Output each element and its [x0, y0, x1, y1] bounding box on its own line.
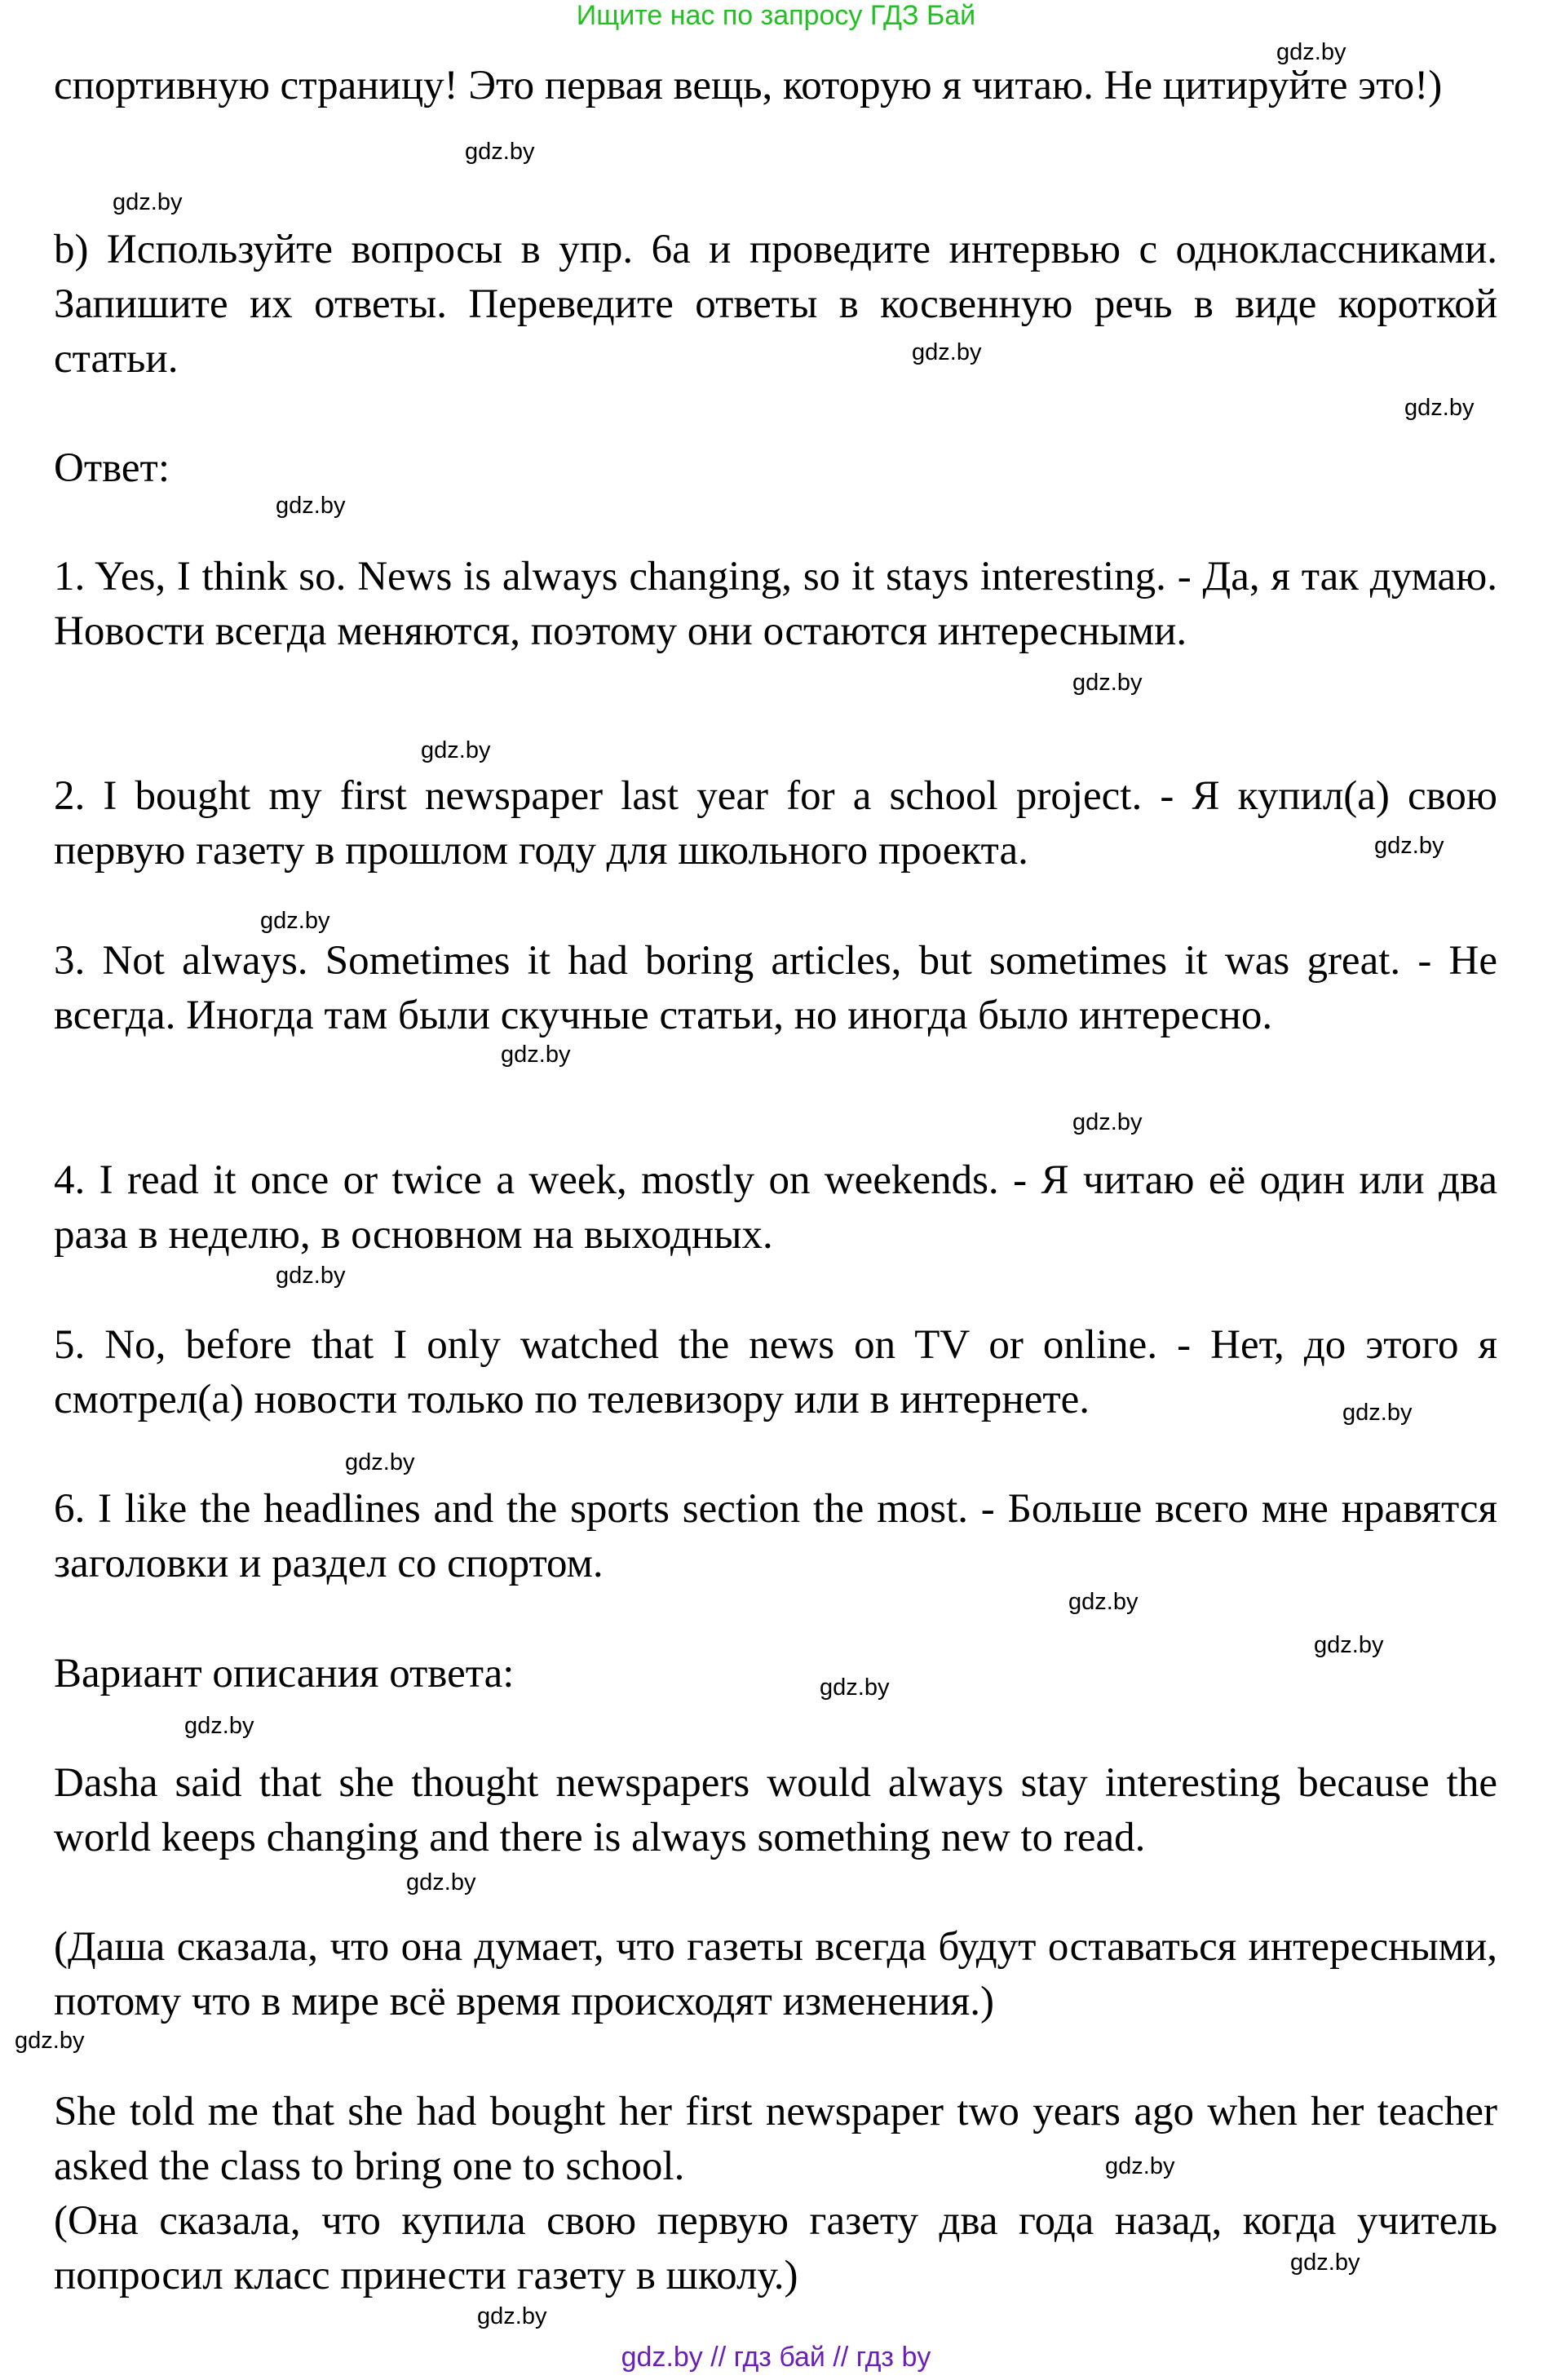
- watermark: gdz.by: [1290, 2249, 1360, 2276]
- paragraph-task-b: b) Используйте вопросы в упр. 6а и проведите интервью с одноклассниками. Запишите их ответы. Переведите ответы в косвенную речь в виде короткой статьи.: [54, 227, 1497, 382]
- watermark: gdz.by: [184, 1713, 254, 1739]
- watermark: gdz.by: [276, 493, 346, 519]
- watermark: gdz.by: [1072, 1109, 1143, 1135]
- watermark: gdz.by: [406, 1869, 476, 1896]
- answer-item-4: 4. I read it once or twice a week, mostly on weekends. - Я читаю её один или два раза в неделю, в основном на выходных.: [54, 1157, 1497, 1258]
- description-heading: Вариант описания ответа:: [54, 1651, 515, 1697]
- bottom-banner-link[interactable]: gdz.by // гдз бай // гдз by: [621, 2342, 931, 2373]
- watermark: gdz.by: [1374, 833, 1444, 859]
- watermark: gdz.by: [1072, 670, 1143, 696]
- answer-item-1: 1. Yes, I think so. News is always changing, so it stays interesting. - Да, я так думаю. Новости всегда меняются, поэтому они остаются интересными.: [54, 554, 1497, 654]
- watermark: gdz.by: [421, 737, 491, 763]
- paragraph-intro-tail: спортивную страницу! Это первая вещь, которую я читаю. Не цитируйте это!): [54, 63, 1443, 108]
- description-paragraph-1-ru: (Даша сказала, что она думает, что газеты всегда будут оставаться интересными, потому что в мире всё время происходят изменения.): [54, 1924, 1497, 2024]
- top-banner-link[interactable]: Ищите нас по запросу ГДЗ Бай: [576, 0, 976, 31]
- watermark: gdz.by: [1105, 2153, 1175, 2179]
- watermark: gdz.by: [465, 139, 535, 165]
- watermark: gdz.by: [1342, 1400, 1413, 1426]
- watermark: gdz.by: [15, 2028, 85, 2054]
- answer-item-6: 6. I like the headlines and the sports section the most. - Больше всего мне нравятся заголовки и раздел со спортом.: [54, 1486, 1497, 1586]
- watermark: gdz.by: [260, 908, 330, 934]
- answer-item-3: 3. Not always. Sometimes it had boring articles, but sometimes it was great. - Не всегда. Иногда там были скучные статьи, но иногда было интересно.: [54, 938, 1497, 1038]
- watermark: gdz.by: [1276, 39, 1346, 65]
- answer-item-5: 5. No, before that I only watched the news on TV or online. - Нет, до этого я смотрел(а) новости только по телевизору или в интернете.: [54, 1322, 1497, 1422]
- description-paragraph-2-en: She told me that she had bought her first newspaper two years ago when her teacher asked the class to bring one to school.: [54, 2089, 1497, 2189]
- watermark: gdz.by: [113, 189, 183, 215]
- watermark: gdz.by: [1314, 1632, 1384, 1658]
- watermark: gdz.by: [912, 339, 982, 365]
- answer-heading: Ответ:: [54, 445, 170, 491]
- description-paragraph-2-ru: (Она сказала, что купила свою первую газету два года назад, когда учитель попросил класс принести газету в школу.): [54, 2198, 1497, 2298]
- watermark: gdz.by: [345, 1449, 415, 1475]
- watermark: gdz.by: [477, 2303, 547, 2329]
- answer-item-2: 2. I bought my first newspaper last year for a school project. - Я купил(а) свою первую газету в прошлом году для школьного проекта.: [54, 773, 1497, 874]
- description-paragraph-1-en: Dasha said that she thought newspapers would always stay interesting because the world keeps changing and there is always something new to read.: [54, 1760, 1497, 1860]
- watermark: gdz.by: [820, 1674, 890, 1701]
- watermark: gdz.by: [501, 1042, 571, 1068]
- watermark: gdz.by: [276, 1263, 346, 1289]
- watermark: gdz.by: [1404, 395, 1475, 421]
- watermark: gdz.by: [1068, 1589, 1139, 1615]
